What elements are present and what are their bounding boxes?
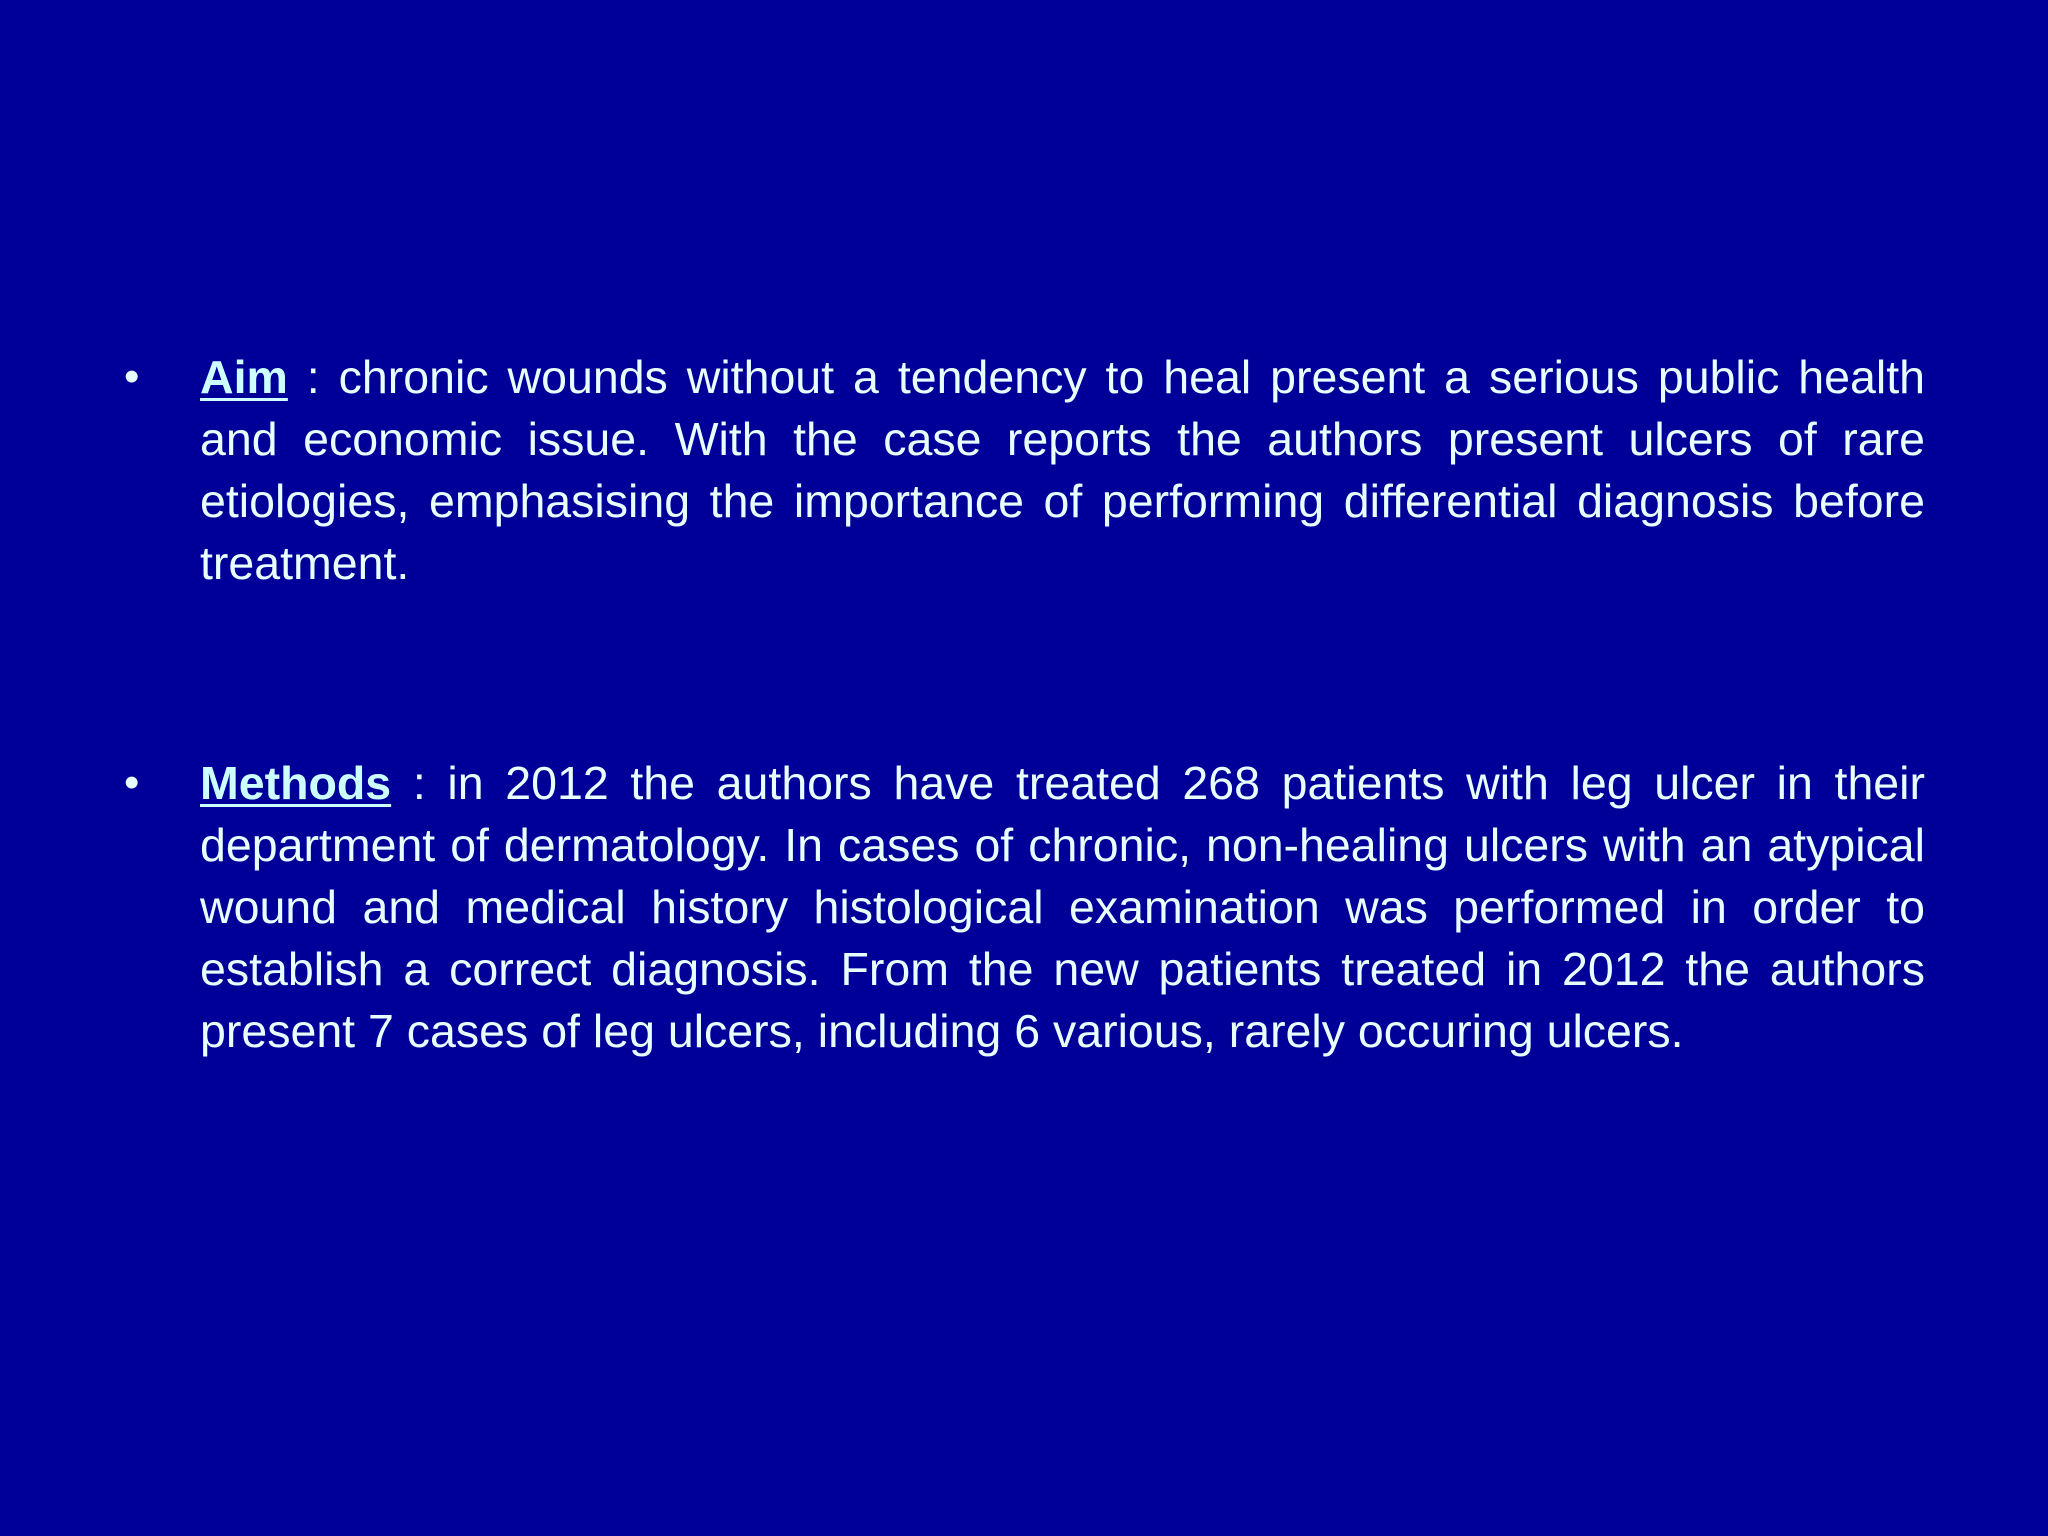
aim-text: : chronic wounds without a tendency to heal present a serious public health and economic issue. With the case reports the authors present ulcers of rare etiologies, emphasising the importance of performing differential diagnosis before treatment. xyxy=(200,351,1925,589)
methods-paragraph xyxy=(200,752,1925,1062)
methods-term: Methods xyxy=(200,757,392,809)
methods-text: : in 2012 the authors have treated 268 patients with leg ulcer in their department of dermatology. In cases of chronic, non-healing ulcers with an atypical wound and medical history histological examination was performed in order to establish a correct diagnosis. From the new patients treated in 2012 the authors present 7 cases of leg ulcers, including 6 various, rarely occuring ulcers. xyxy=(200,757,1925,1057)
aim-term: Aim xyxy=(200,351,288,403)
bullet-marker: • xyxy=(124,758,140,807)
bullet-marker: • xyxy=(124,352,140,401)
aim-paragraph xyxy=(200,346,1925,594)
